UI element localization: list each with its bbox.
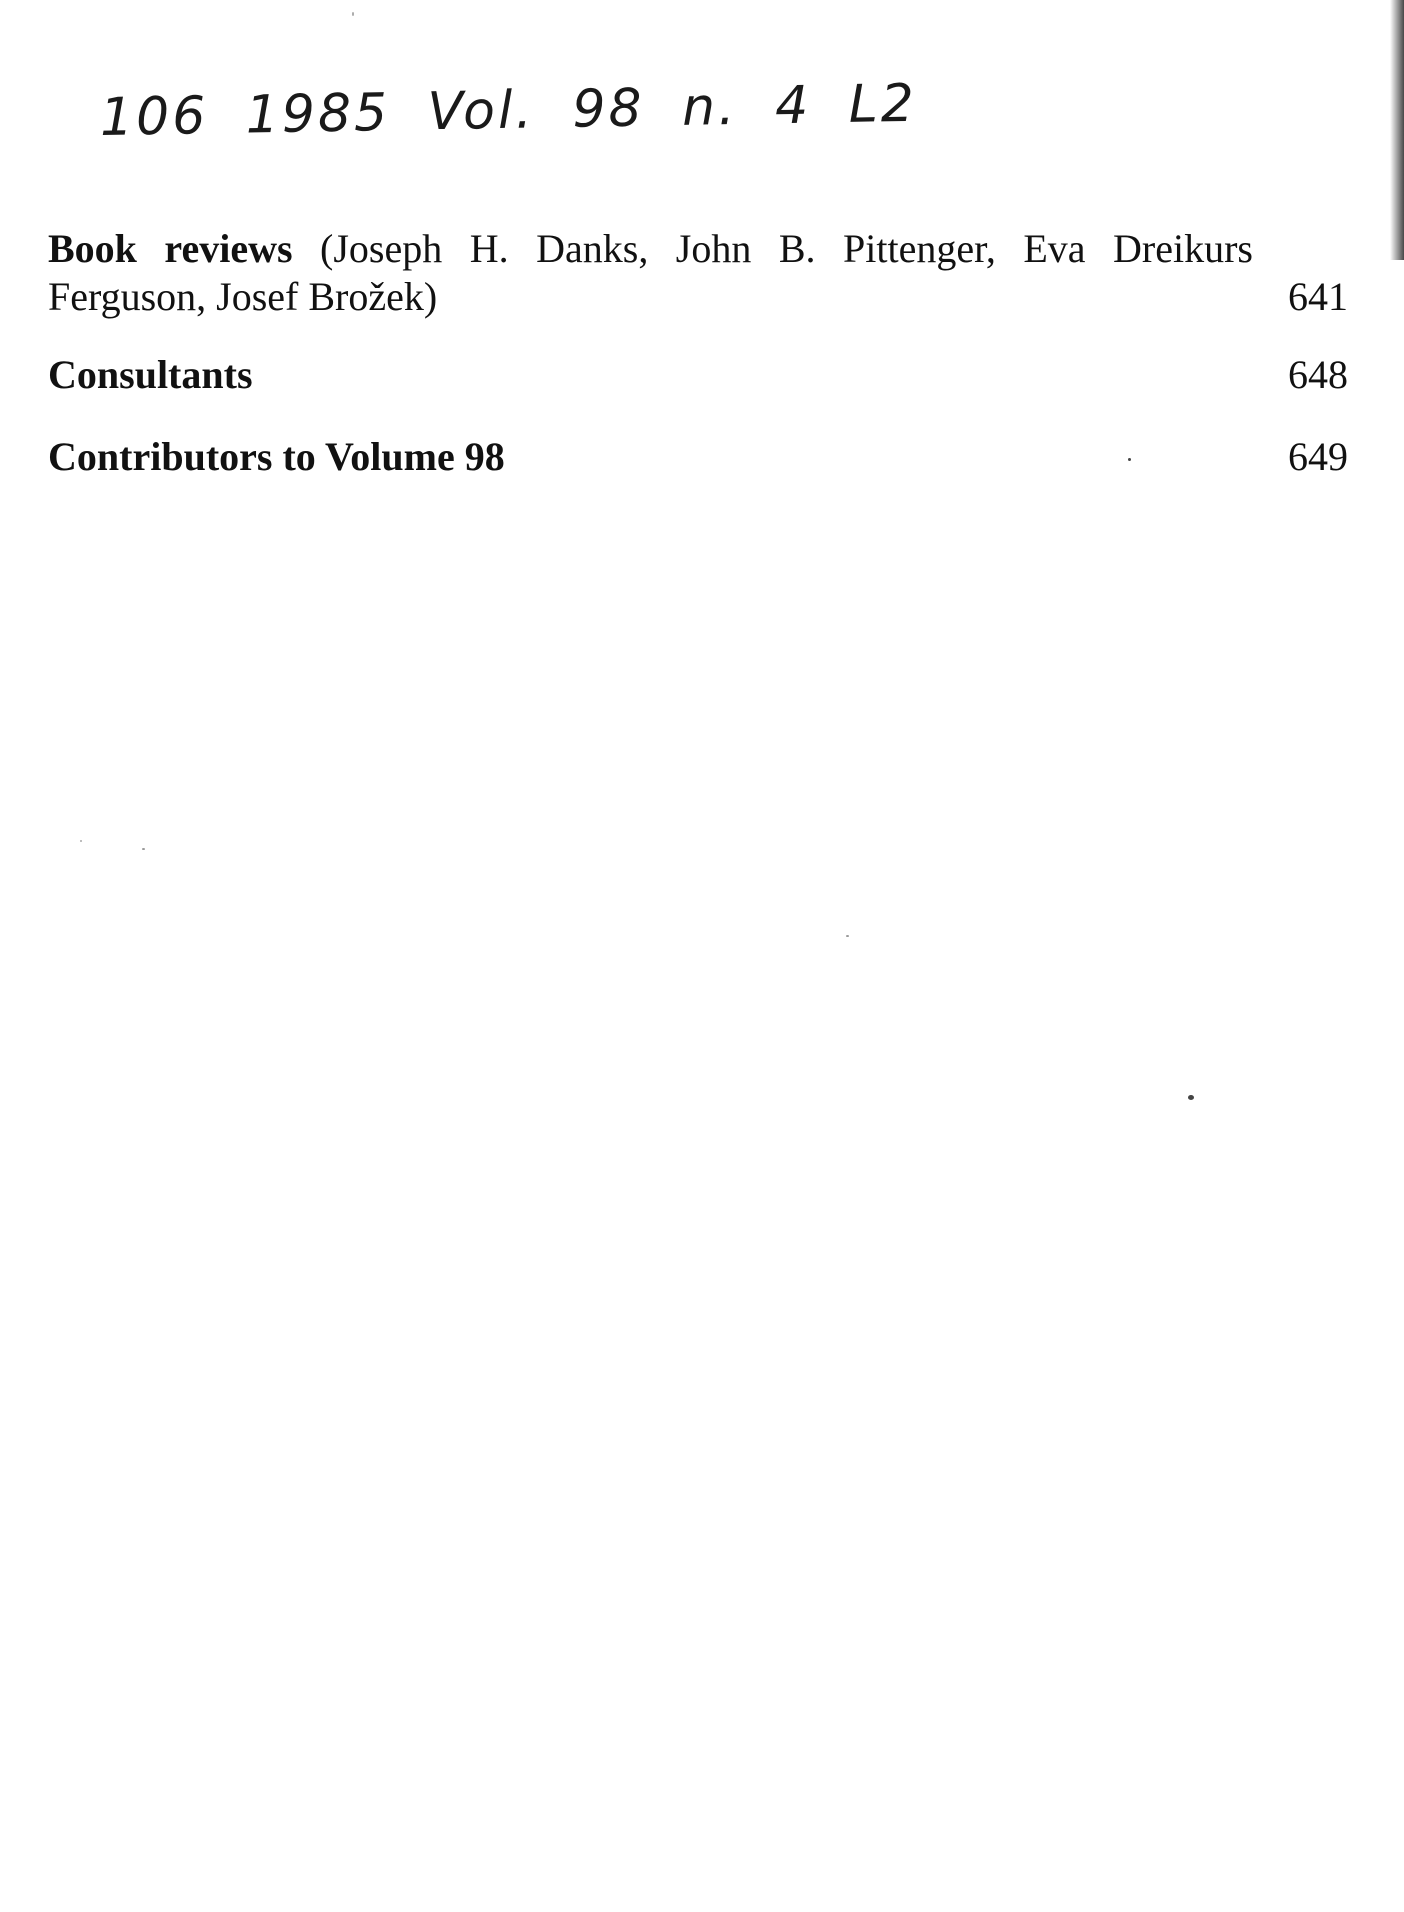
scan-speck: [846, 935, 849, 937]
toc-entry-title: [48, 225, 1253, 321]
handwritten-annotation: 106 1985 Vol. 98 n. 4 L2: [99, 73, 918, 148]
toc-page-number: 648: [1288, 352, 1348, 397]
toc-entry-authors: (Joseph H. Danks, John B. Pittenger, Eva Dreikurs Ferguson, Josef Brožek): [48, 226, 1253, 319]
toc-entry-consultants: [48, 351, 1348, 399]
toc-entry-title: [48, 433, 1253, 481]
table-of-contents: [48, 225, 1348, 481]
toc-entry-book-reviews: [48, 225, 1348, 321]
toc-entry-heading: Consultants: [48, 352, 253, 397]
scan-speck: [1128, 458, 1131, 461]
toc-page-number: 641: [1288, 274, 1348, 319]
scan-speck: [142, 848, 145, 850]
toc-entry-contributors: [48, 433, 1348, 481]
toc-entry-title: [48, 351, 1253, 399]
toc-page-number: 649: [1288, 434, 1348, 479]
scan-speck: [80, 840, 82, 842]
scan-speck: [1188, 1095, 1194, 1100]
toc-entry-heading: Book reviews: [48, 226, 293, 271]
scan-speck: [352, 12, 354, 16]
toc-entry-heading: Contributors to Volume 98: [48, 434, 505, 479]
binding-shadow: [1390, 0, 1404, 260]
